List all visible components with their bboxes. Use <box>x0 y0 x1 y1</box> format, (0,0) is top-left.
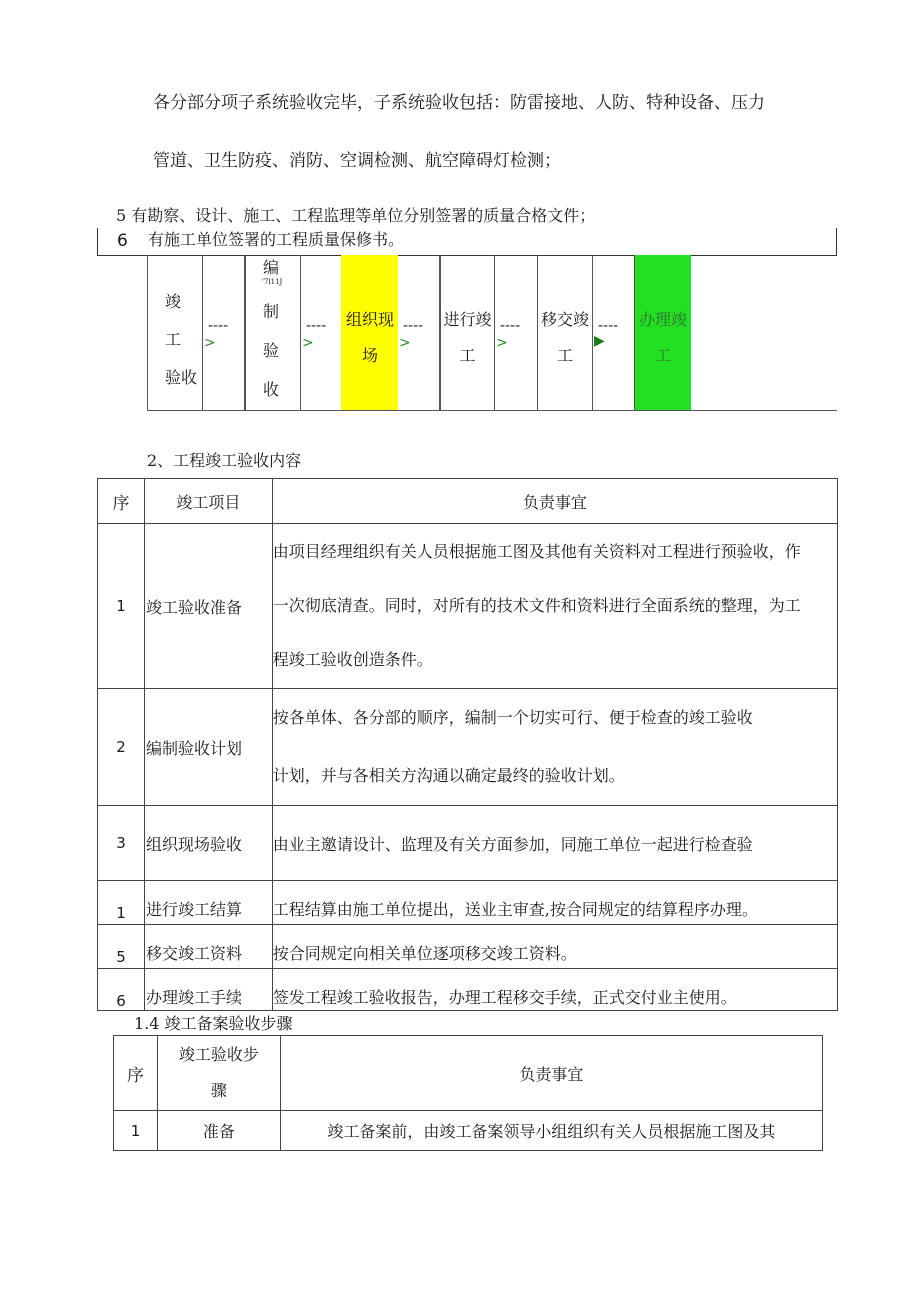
table-row <box>98 806 838 881</box>
table-row <box>98 524 838 689</box>
flow-step-handover <box>537 255 593 410</box>
flow-step-complete <box>635 255 691 410</box>
flow-step-5-line-1: 移交竣 <box>540 310 589 329</box>
flow-dash-5: ---- <box>598 318 619 334</box>
flow-step-site <box>341 255 398 410</box>
row-number: 2 <box>98 689 145 806</box>
row-item: 办理竣工手续 <box>144 969 272 1011</box>
flow-dash-2: ---- <box>306 318 327 334</box>
row-number: 6 <box>98 969 145 1011</box>
section-14-title: 1.4 竣工备案验收步骤 <box>134 1014 293 1033</box>
flow-step-4-line-1: 进行竣 <box>443 310 492 329</box>
flow-step-2-char-3: 验 <box>263 341 280 360</box>
row-duties: 竣工备案前，由竣工备案领导小组组织有关人员根据施工图及其 <box>280 1111 822 1151</box>
duty-line: 工程结算由施工单位提出，送业主审查,按合同规定的结算程序办理。 <box>272 900 758 919</box>
flow-step-3-line-1: 组织现 <box>345 310 394 329</box>
table-row <box>98 925 838 969</box>
flow-arrow-4: > <box>496 335 508 351</box>
flow-step-5-line-2: 工 <box>556 346 573 365</box>
row-item: 移交竣工资料 <box>144 925 272 969</box>
row-duties <box>272 524 837 689</box>
flow-step-6-line-2: 工 <box>654 346 671 365</box>
duty-line: 按合同规定向相关单位逐项移交竣工资料。 <box>272 944 577 963</box>
flow-arrow-1: > <box>204 335 216 351</box>
header-seq: 序 <box>114 1036 158 1111</box>
table-header-row <box>114 1036 823 1111</box>
duty-line: 按各单体、各分部的顺序，编制一个切实可行、便于检查的竣工验收 <box>272 708 753 727</box>
duty-line: 由项目经理组织有关人员根据施工图及其他有关资料对工程进行预验收，作 <box>272 542 801 561</box>
flow-step-4-line-2: 工 <box>459 346 476 365</box>
duty-line: 签发工程竣工验收报告，办理工程移交手续，正式交付业主使用。 <box>272 988 737 1007</box>
row-duties <box>272 925 837 969</box>
row-number: 5 <box>98 925 145 969</box>
flow-step-1-char-1: 竣 <box>165 292 182 311</box>
flow-step-3-line-2: 场 <box>361 346 378 365</box>
table-row <box>98 881 838 925</box>
flow-dash-1: ---- <box>208 318 229 334</box>
flow-step-2-char-1: 编 <box>263 258 280 277</box>
header-step-line-2: 骤 <box>210 1081 227 1100</box>
flow-step-1-char-2: 工 <box>165 330 182 349</box>
row-item: 进行竣工结算 <box>144 881 272 925</box>
row-number: 1 <box>98 524 145 689</box>
item-5: 5 有勘察、设计、施工、工程监理等单位分别签署的质量合格文件； <box>116 206 596 225</box>
header-duties: 负责事宜 <box>280 1036 822 1111</box>
row-number: 1 <box>114 1111 158 1151</box>
table-row <box>98 689 838 806</box>
header-seq: 序 <box>98 479 145 524</box>
table-header-row <box>98 479 838 524</box>
header-step-line-1: 竣工验收步 <box>178 1045 259 1064</box>
intro-line-2: 管道、卫生防疫、消防、空调检测、航空障碍灯检测； <box>153 151 561 171</box>
duty-line: 由业主邀请设计、监理及有关方面参加，同施工单位一起进行检查验 <box>272 834 753 854</box>
row-item: 准备 <box>157 1111 280 1151</box>
flow-step-1-char-3: 验收 <box>165 368 198 387</box>
row-item: 组织现场验收 <box>144 806 272 881</box>
row-item: 编制验收计划 <box>144 689 272 806</box>
row-duties <box>272 806 837 881</box>
flow-diagram <box>0 0 920 420</box>
item-6-number: 6 <box>117 231 128 251</box>
duty-line: 一次彻底清查。同时，对所有的技术文件和资料进行全面系统的整理，为工 <box>272 596 801 615</box>
row-number: 3 <box>98 806 145 881</box>
flow-arrow-3: > <box>399 335 411 351</box>
row-duties <box>272 881 837 925</box>
flow-step-settlement <box>440 255 495 410</box>
flow-step-2-small-text: '7l11J <box>262 278 283 286</box>
flow-step-2-char-2: 制 <box>263 302 280 321</box>
row-duties <box>272 969 837 1011</box>
flow-baseline <box>147 410 837 411</box>
row-duties <box>272 689 837 806</box>
duty-line: 程竣工验收创造条件。 <box>272 650 433 669</box>
header-step <box>157 1036 280 1111</box>
filing-steps-table <box>113 1035 823 1151</box>
section-2-title: 2、工程竣工验收内容 <box>147 451 302 470</box>
header-item: 竣工项目 <box>144 479 272 524</box>
flow-arrow-solid: ▶ <box>594 333 605 349</box>
duty-line: 计划，并与各相关方沟通以确定最终的验收计划。 <box>272 766 625 785</box>
acceptance-content-table <box>97 478 838 1011</box>
flow-dash-3: ---- <box>403 318 424 334</box>
intro-line-1: 各分部分项子系统验收完毕，子系统验收包括：防雷接地、人防、特种设备、压力 <box>153 93 765 113</box>
flow-step-6-line-1: 办理竣 <box>638 310 687 329</box>
flow-arrow-2: > <box>302 335 314 351</box>
row-number: 1 <box>98 881 145 925</box>
item-6-text: 有施工单位签署的工程质量保修书。 <box>148 230 405 249</box>
flow-dash-4: ---- <box>500 318 521 334</box>
table-row <box>114 1111 823 1151</box>
header-duties: 负责事宜 <box>272 479 837 524</box>
table-row <box>98 969 838 1011</box>
flow-step-2-char-4: 收 <box>263 380 280 399</box>
row-item: 竣工验收准备 <box>144 524 272 689</box>
